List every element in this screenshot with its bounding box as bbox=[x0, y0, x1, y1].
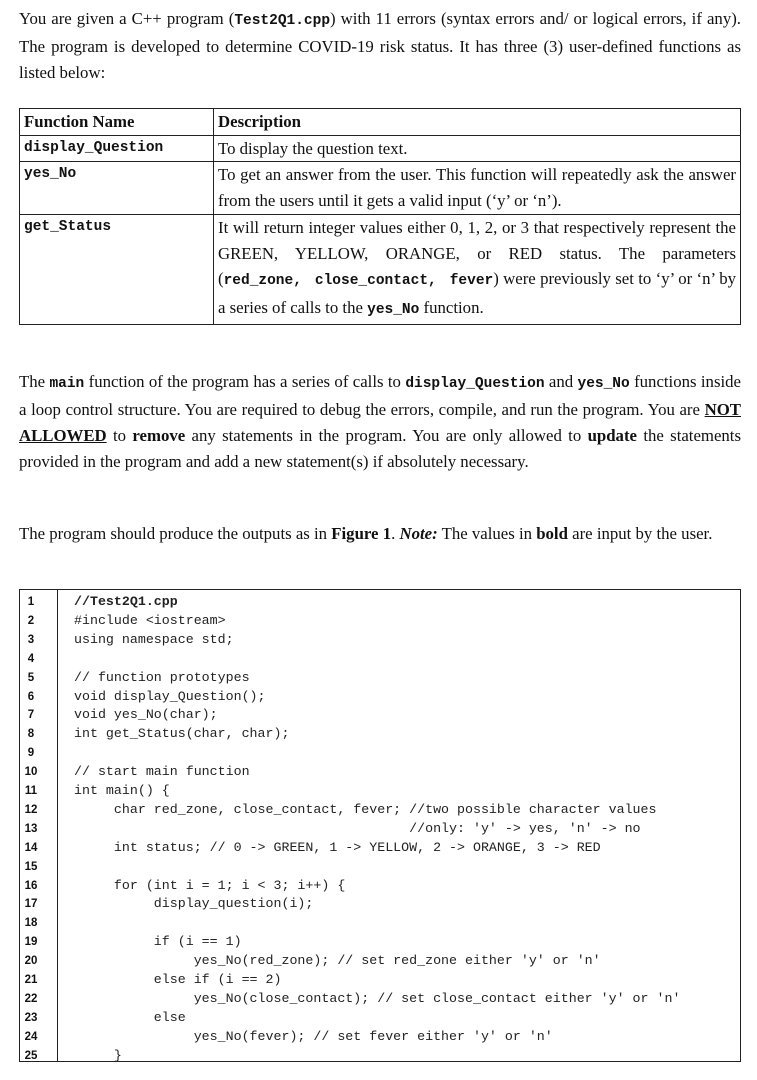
code-line: int main() { bbox=[74, 783, 170, 798]
intro-text-1: You are given a C++ program ( bbox=[19, 9, 235, 28]
function-ref-yes-no: yes_No bbox=[367, 301, 420, 318]
code-line: int get_Status(char, char); bbox=[74, 726, 290, 742]
code-line: yes_No(red_zone); // set red_zone either 'y' or 'n' bbox=[74, 953, 601, 969]
line-number: 23 bbox=[24, 1011, 38, 1024]
line-number: 6 bbox=[27, 690, 35, 703]
function-name: display_Question bbox=[20, 135, 214, 162]
line-number: 21 bbox=[24, 974, 38, 986]
line-number: 19 bbox=[24, 936, 38, 949]
desc-text-1: It will return integer values either 0, 1, 2, or 3 that respectively represent the GREEN, YELLOW, ORANGE, or RED status. The parameters ( bbox=[218, 217, 736, 289]
line-number: 20 bbox=[24, 955, 38, 968]
line-number: 1 bbox=[27, 596, 35, 608]
function-description: To display the question text. bbox=[214, 135, 741, 162]
code-line: // start main function bbox=[74, 764, 250, 780]
p2-text-2: function of the program has a series of calls to bbox=[84, 372, 406, 391]
line-number: 9 bbox=[27, 747, 35, 760]
code-line: } bbox=[74, 1047, 122, 1063]
line-number: 13 bbox=[24, 822, 38, 835]
code-line: else if (i == 2) bbox=[74, 972, 282, 987]
code-line: #include <iostream> bbox=[74, 612, 226, 628]
line-number: 18 bbox=[24, 917, 38, 930]
p2-text-5: to bbox=[106, 426, 133, 445]
code-line: void yes_No(char); bbox=[74, 707, 218, 723]
p2-code-yes-no: yes_No bbox=[577, 376, 630, 392]
line-number: 22 bbox=[24, 992, 38, 1005]
function-description bbox=[214, 214, 741, 324]
line-number: 17 bbox=[24, 898, 38, 911]
line-number: 25 bbox=[24, 1049, 38, 1062]
line-number: 8 bbox=[27, 728, 35, 741]
code-line: using namespace std; bbox=[74, 631, 234, 647]
code-line: // function prototypes bbox=[74, 669, 250, 685]
line-number: 10 bbox=[24, 766, 38, 779]
code-line: //Test2Q1.cpp bbox=[74, 594, 178, 609]
p3-text-2: . bbox=[391, 524, 400, 543]
line-number: 5 bbox=[27, 671, 35, 684]
p3-text-3: The values in bbox=[437, 524, 537, 543]
intro-filename: Test2Q1.cpp bbox=[234, 13, 331, 29]
code-line: char red_zone, close_contact, fever; //two possible character values bbox=[74, 801, 657, 817]
p2-code-main: main bbox=[49, 376, 85, 392]
header-description: Description bbox=[214, 109, 741, 136]
table-row bbox=[20, 214, 741, 324]
p3-text-1: The program should produce the outputs as in bbox=[19, 524, 332, 543]
desc-text-2: ) were previously set to ‘y’ or ‘n’ by a series of calls to the bbox=[218, 269, 736, 317]
code-line: int status; // 0 -> GREEN, 1 -> YELLOW, 2 -> ORANGE, 3 -> RED bbox=[74, 839, 601, 855]
table-row bbox=[20, 162, 741, 214]
function-description: To get an answer from the user. This function will repeatedly ask the answer from the users until it gets a valid input (‘y’ or ‘n’). bbox=[214, 162, 741, 214]
p2-remove: remove bbox=[132, 426, 186, 445]
code-line: yes_No(fever); // set fever either 'y' or 'n' bbox=[74, 1028, 553, 1044]
p2-text-7: the statements provided in the program and add a new statement(s) if absolutely necessary. bbox=[19, 426, 741, 471]
intro-text-2: ) with 11 errors (syntax errors and/ or logical errors, if any). The program is developed to determine COVID-19 risk status. It has three (3) user-defined functions as listed below: bbox=[19, 9, 741, 82]
line-number: 2 bbox=[27, 614, 35, 627]
param-close-contact: close_contact, bbox=[314, 273, 437, 290]
table-header-row bbox=[20, 109, 741, 136]
code-line: if (i == 1) bbox=[74, 934, 242, 950]
p2-not-allowed: NOT ALLOWED bbox=[19, 400, 741, 445]
p3-text-4: are input by the user. bbox=[567, 524, 713, 543]
code-line: void display_Question(); bbox=[74, 688, 266, 704]
desc-text-3: function. bbox=[419, 297, 484, 317]
p3-note: Note: bbox=[399, 524, 438, 543]
line-number-gutter bbox=[20, 590, 58, 1061]
function-name: yes_No bbox=[20, 162, 214, 214]
line-number: 4 bbox=[27, 652, 35, 665]
output-note-paragraph bbox=[19, 521, 741, 547]
line-number: 12 bbox=[24, 803, 38, 816]
p3-bold: bold bbox=[536, 524, 568, 543]
code-listing bbox=[19, 589, 741, 1062]
header-function-name: Function Name bbox=[20, 109, 214, 136]
p2-text-6: any statements in the program. You are only allowed to bbox=[185, 426, 588, 445]
line-number: 24 bbox=[24, 1030, 38, 1043]
line-number: 16 bbox=[24, 879, 38, 892]
p3-figure-ref: Figure 1 bbox=[331, 524, 392, 543]
p2-update: update bbox=[587, 426, 637, 445]
table-row bbox=[20, 135, 741, 162]
line-number: 15 bbox=[24, 860, 38, 873]
intro-paragraph bbox=[19, 6, 741, 86]
instructions-paragraph bbox=[19, 369, 741, 475]
code-line: yes_No(close_contact); // set close_contact either 'y' or 'n' bbox=[74, 990, 681, 1006]
code-line: for (int i = 1; i < 3; i++) { bbox=[74, 877, 346, 893]
line-number: 3 bbox=[27, 633, 35, 646]
line-number: 7 bbox=[27, 709, 35, 722]
p2-text-3: and bbox=[544, 372, 578, 391]
code-line: else bbox=[74, 1009, 186, 1025]
line-number: 11 bbox=[24, 785, 38, 797]
param-red-zone: red_zone, bbox=[223, 273, 302, 290]
code-line: display_question(i); bbox=[74, 896, 314, 912]
p2-code-display-question: display_Question bbox=[405, 376, 545, 392]
p2-text-1: The bbox=[19, 372, 50, 391]
p2-text-4: functions inside a loop control structure. You are required to debug the errors, compile, and run the program. You are bbox=[19, 372, 741, 419]
line-number: 14 bbox=[24, 841, 38, 854]
function-name: get_Status bbox=[20, 214, 214, 324]
code-line: //only: 'y' -> yes, 'n' -> no bbox=[74, 820, 641, 836]
param-fever: fever bbox=[449, 273, 494, 290]
function-table bbox=[19, 108, 741, 325]
